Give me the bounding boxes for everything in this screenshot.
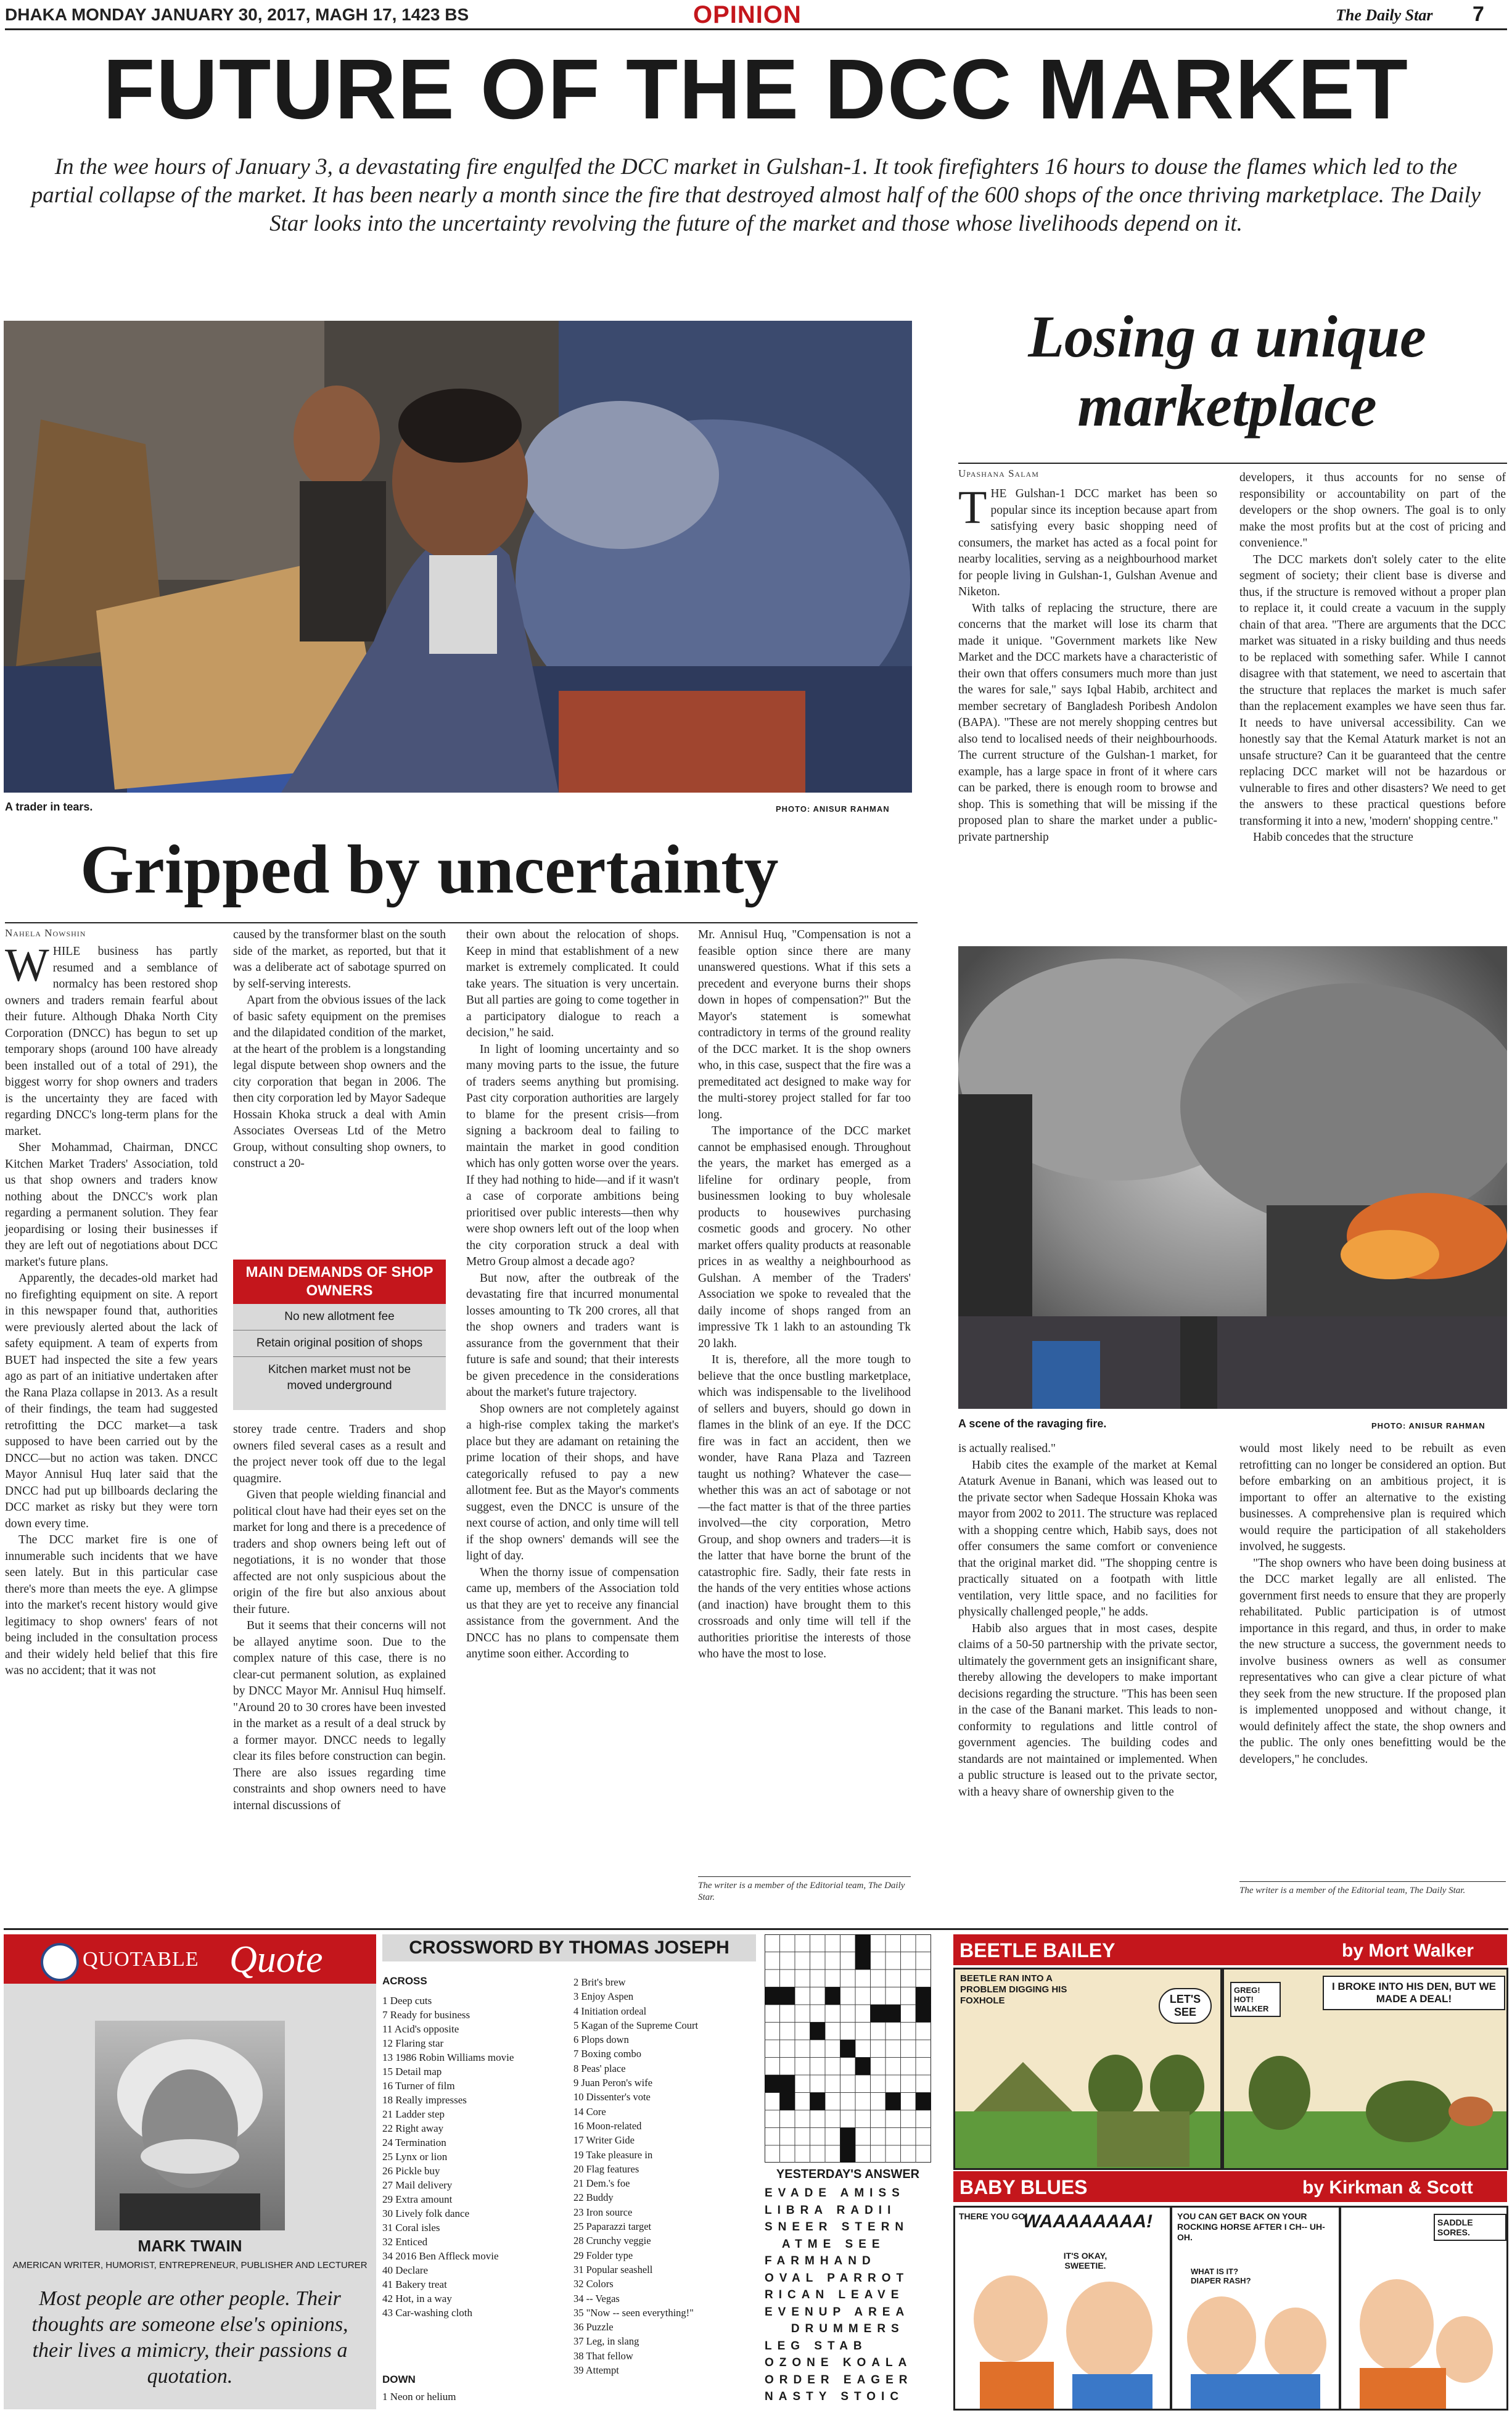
answer-row: RICAN LEAVE (765, 2288, 905, 2301)
article1-col2-p1: caused by the transformer blast on the south side of the market, as reported, but that it was a deliberate act of sabotage spurred on by self-serving interests. (233, 928, 446, 991)
photo1-caption: A trader in tears. (5, 801, 93, 813)
photo2-caption: A scene of the ravaging fire. (958, 1417, 1107, 1430)
across-clue: 1 Deep cuts (382, 1995, 432, 2007)
across-clue: 15 Detail map (382, 2066, 442, 2077)
demands-title: MAIN DEMANDS OF SHOP OWNERS (233, 1260, 446, 1304)
baby-blues-panel-2 (1170, 2206, 1341, 2411)
quote-author-name: MARK TWAIN (138, 2237, 242, 2255)
crossword-grid[interactable] (765, 1934, 931, 2163)
across-clue: 21 Ladder step (382, 2108, 445, 2120)
beetle-panel1-art (955, 1970, 1220, 2168)
article1-col3-p3: But now, after the outbreak of the devastating fire that incurred monumental losses amounting to Tk 200 crores, all that the shop owners and traders want is assurance from the government that their future is safe and sound; that their interests be given precedence in the considerations about the market's future trajectory. (466, 1271, 679, 1399)
answer-row: LEG STAB (765, 2339, 894, 2353)
masthead (5, 1, 1507, 30)
quote-author-description: AMERICAN WRITER, HUMORIST, ENTREPRENEUR, PUBLISHER AND LECTURER (12, 2260, 368, 2271)
main-headline: FUTURE OF THE DCC MARKET (103, 42, 1409, 137)
baby-blues-author: by Kirkman & Scott (1302, 2177, 1473, 2198)
article1-col2-p2: Apart from the obvious issues of the lack of basic safety equipment on the premises and the dilapidated condition of the market, at the heart of the problem is a longstanding legal dispute between shop owners and the city corporation that began in 2006. The then city corporation led by Mayor Sadeque Hossain Khoka struck a deal with Amin Associates Overseas Ltd of the Metro Group, without consulting shop owners, to construct a 20- (233, 994, 446, 1170)
article1-col2b (233, 1422, 446, 1814)
demand-item-1: No new allotment fee (233, 1304, 446, 1330)
article1-col4 (698, 927, 911, 1663)
article2-col2-p1: developers, it thus accounts for no sense of responsibility or accountability on part of the developers or the shop owners. The goal is to only make the most profits but at the cost of pricing and convenience." (1239, 471, 1506, 550)
beetle-title: BEETLE BAILEY (959, 1939, 1116, 1961)
down-clue: 14 Core (573, 2105, 606, 2118)
answer-row: ORDER EAGER (765, 2373, 913, 2386)
article2-headline-line2: marketplace (1077, 373, 1377, 439)
down-clue: 31 Popular seashell (573, 2263, 653, 2275)
beetle-panel-1 (953, 1968, 1222, 2170)
article1-col3-p5: When the thorny issue of compensation came up, members of the Association told us that they are yet to receive any financial assistance from the government. And the DNCC has no plans to compensate them anytime soon either. According to (466, 1565, 679, 1660)
article2-col3-p2: Habib cites the example of the market at Kemal Ataturk Avenue in Banani, which was leased out to the private sector when Sadeque Hossain Khoka was mayor from 2002 to 2011. The structure was replaced with a shopping centre which, Habib says, does not offer consumers the same comfort or convenience that the original market did. "The shopping centre is practically situated on a footpath with little ventilation, very little space, and no facilities for physically challenged people," he adds. (958, 1458, 1217, 1619)
baby-blues-comic (953, 2171, 1507, 2409)
answer-row: EVADE AMISS (765, 2187, 905, 2200)
answer-row: OZONE KOALA (765, 2356, 913, 2369)
article1-col1-p1: WHILE business has partly resumed and a semblance of normalcy has been restored shop owners and traders remain fearful about their future. Although Dhaka North City Corporation (DNCC) has begun to set up temporary shops (around 100 have already been installed out of a total of 291), the biggest worry for shop owners and traders is the uncertainty they are faced with regarding DNCC's long-term plans for the market. (5, 939, 218, 1138)
across-clue: 31 Coral isles (382, 2222, 440, 2234)
article2-col1-p2: With talks of replacing the structure, there are concerns that the market will lose its charm that made it unique. "Government markets like New Market and the DCC markets have a characteristic of their own that offers consumers much more than just the wares for sale," says Iqbal Habib, architect and member secretary of Bangladesh Poribesh Andolon (BAPA). "These are not merely shopping centres but also tend to localised needs of their neighbourhoods. The current structure of the Gulshan-1 market, for example, has a large space in front of it where cars can be parked, there is enough room to browse and shop. This is something that will be missing if the proposed plan to share the market under a public-private partnership (958, 601, 1217, 844)
down-clue: 7 Boxing combo (573, 2048, 641, 2060)
quote-label-big: Quote (229, 1939, 323, 1981)
article1-col1 (5, 939, 218, 1680)
section-label: OPINION (693, 1, 802, 28)
answer-row: LIBRA RADII (765, 2203, 897, 2217)
down-clue: 39 Attempt (573, 2364, 619, 2377)
answer-row: ATME SEE (765, 2237, 894, 2251)
article2-col1-p1: THE Gulshan-1 DCC market has been so popular since its inception because apart from satisfying every basic shopping need of consumers, the market has acted as a focal point for nearby localities, serving as a neighbourhood market for people living in Gulshan-1, Gulshan Avenue and Niketon. (958, 482, 1217, 598)
page-number: 7 (1473, 2, 1484, 26)
demand-item-2: Retain original position of shops (233, 1330, 446, 1357)
article2-col2 (1239, 470, 1506, 846)
baby-blues-header (953, 2171, 1507, 2202)
article2-col3-p3: Habib also argues that in most cases, despite claims of a 50-50 partnership with the private sector, ultimately the government gets an insignificant share, thereby allowing the developers to make important decisions regarding the structure. "This has been seen in the case of the Banani market. This leads to non-conformity to regulations and little control of government agencies. The building codes and standards are not maintained or implemented. When a public structure is leased out to the private sector, with a heavy share of ownership given to the (958, 1622, 1217, 1799)
beetle-bubble-1: BEETLE RAN INTO A PROBLEM DIGGING HIS FOXHOLE (960, 1973, 1067, 2006)
quote-label-small: QUOTABLE (83, 1948, 199, 1971)
crossword-grid-svg[interactable] (765, 1934, 931, 2163)
answer-grid (765, 2185, 931, 2406)
article2-col1 (958, 482, 1217, 846)
answer-row: DRUMMERS (765, 2322, 905, 2335)
down-clue: 10 Dissenter's vote (573, 2091, 651, 2103)
quote-text: Most people are other people. Their thoughts are someone else's opinions, their lives a mimicry, their passions a quotation. (31, 2287, 348, 2388)
down-clue: 16 Moon-related (573, 2119, 642, 2132)
across-clue: 40 Declare (382, 2264, 429, 2276)
article2-col2-p2: The DCC markets don't solely cater to the elite segment of society; their client base is diverse and thus, if the structure is removed without a proper plan to replace it, it could create a vacuum in the supply chain of that area. "There are arguments that the DCC market was situated in a risky building and thus needs to be replaced with something safer. While I cannot disagree with that statement, we need to ascertain that the structure that replaces the market is much safer than the replacement examples we have seen thus far. It needs to have universal accessibility. Can we honestly say that the Kemal Ataturk market is not an unsafe structure? Can it be guaranteed that the centre replacing DCC market will not be hazardous or vulnerable to fires and other disasters? We need to get the answers to these practical questions before transforming it into a new, 'modern' shopping centre." (1239, 553, 1506, 828)
down-clue-first: 1 Neon or helium (382, 2391, 456, 2403)
across-clue: 12 Flaring star (382, 2037, 444, 2049)
article1-col2b-p1: storey trade centre. Traders and shop owners filed several cases as a result and the project never took off due to the legal quagmire. (233, 1423, 446, 1485)
baby-bubble-2: WAAAAAAAA! (1023, 2211, 1152, 2232)
down-clue: 25 Paparazzi target (573, 2221, 652, 2233)
article2-headline (950, 302, 1505, 440)
baby-blues-panel-1 (953, 2206, 1172, 2411)
beetle-header (953, 1934, 1507, 1965)
article2-col3-p1: is actually realised." (958, 1442, 1056, 1455)
across-clue: 16 Turner of film (382, 2080, 455, 2092)
article1-col2a (233, 927, 446, 1173)
down-clue: 2 Brit's brew (573, 1976, 626, 1988)
article2-col4-p1: would most likely need to be rebuilt as even retrofitting can no longer be considered an option. But before embarking on an ambitious project, it is important to offer an alternative to the existing businesses. A comprehensive plan is required which would require the participation of all stakeholders involved, he suggests. (1239, 1442, 1506, 1553)
fire-photo-illustration (958, 946, 1507, 1409)
across-clue: 43 Car-washing cloth (382, 2307, 473, 2319)
baby-panel3-art (1341, 2208, 1506, 2409)
article1-col1-p4: The DCC market fire is one of innumerable such incidents that we have seen lately. But in this particular case there's more than meets the eye. A glimpse into the market's recent history would give legitimacy to shop owners' fears of not being included in the consultation process and their widely held belief that this fire was no accident; that it was not (5, 1533, 218, 1677)
down-clue: 6 Plops down (573, 2034, 629, 2046)
article1-col4-p2: The importance of the DCC market cannot be emphasised enough. Throughout the years, the market has emerged as a lifeline for ordinary people, from businessmen looking to buy wholesale products to housewives purchasing cosmetic goods and grocery. No other market offers quality products at reasonable prices in as wealthy a neighbourhood as Gulshan. A member of the Traders' Association we spoke to revealed that the daily income of shops ranged from an impressive Tk 1 lakh to an astounding Tk 20 lakh. (698, 1124, 911, 1350)
down-clue: 32 Colors (573, 2278, 614, 2290)
across-label: ACROSS (382, 1975, 427, 1987)
article2-footnote: The writer is a member of the Editorial team, The Daily Star. (1239, 1886, 1466, 1895)
dropcap: W (5, 939, 49, 991)
down-clue: 9 Juan Peron's wife (573, 2077, 653, 2089)
answer-row: OVAL PARROT (765, 2271, 910, 2285)
answer-title: YESTERDAY'S ANSWER (776, 2168, 920, 2181)
article1-byline: Nahela Nowshin (5, 927, 86, 939)
across-clue: 13 1986 Robin Williams movie (382, 2052, 514, 2063)
baby-bubble-6: SADDLE SORES. (1434, 2214, 1506, 2241)
trader-photo (4, 321, 912, 793)
photo2-credit: PHOTO: ANISUR RAHMAN (1371, 1421, 1485, 1430)
across-clue: 30 Lively folk dance (382, 2208, 470, 2219)
down-clue: 22 Buddy (573, 2192, 614, 2204)
answer-row: EVENUP AREA (765, 2305, 910, 2319)
quote-header (4, 1934, 376, 1984)
down-clue: 35 "Now -- seen everything!" (573, 2306, 694, 2319)
across-clues (382, 1994, 561, 2320)
across-clue: 42 Hot, in a way (382, 2293, 452, 2304)
article1-top-rule (5, 922, 918, 923)
trader-photo-illustration (4, 321, 912, 793)
down-clue: 20 Flag features (573, 2163, 639, 2175)
article2-col4-p2: "The shop owners who have been doing business at the DCC market legally are all enlisted. The government first needs to ensure that they are properly rehabilitated. Public participation is of utmost importance in this regard, and thus, in order to make the new structure a success, the government needs to involve business owners as well as consumer representatives who can give a clear picture of what they seek from the new structure. If the proposed plan is implemented unopposed and without change, it would definitely affect the state, the shop owners and the public. The only ones benefitting would be the developers," he concludes. (1239, 1556, 1506, 1766)
down-clue: 28 Crunchy veggie (573, 2235, 651, 2247)
demands-box (233, 1260, 446, 1410)
baby-blues-title: BABY BLUES (959, 2176, 1088, 2198)
article2-col4 (1239, 1441, 1506, 1768)
baby-blues-panel-3 (1339, 2206, 1508, 2411)
crossword-panel (382, 1934, 756, 2409)
article1-footnote: The writer is a member of the Editorial team, The Daily Star. (698, 1881, 905, 1902)
crossword-title: CROSSWORD BY THOMAS JOSEPH (382, 1934, 756, 1961)
across-clue: 22 Right away (382, 2122, 444, 2134)
across-clue: 25 Lynx or lion (382, 2151, 448, 2163)
article2-footnote-rule (1239, 1881, 1506, 1882)
down-clue: 29 Folder type (573, 2249, 633, 2261)
across-clue: 32 Enticed (382, 2236, 428, 2248)
bottom-strip-rule (4, 1928, 1508, 1930)
down-clue: 4 Initiation ordeal (573, 2005, 647, 2017)
down-clue: 17 Writer Gide (573, 2134, 635, 2147)
across-clue: 41 Bakery treat (382, 2279, 447, 2290)
article1-footnote-rule (698, 1876, 911, 1877)
quote-panel (4, 1934, 376, 2409)
down-clue: 21 Dem.'s foe (573, 2177, 630, 2190)
answer-row: FARMHAND (765, 2254, 903, 2267)
dateline: DHAKA MONDAY JANUARY 30, 2017, MAGH 17, 1423 BS (5, 5, 469, 24)
down-clue: 38 That fellow (573, 2349, 633, 2362)
beetle-bubble-4: I BROKE INTO HIS DEN, BUT WE MADE A DEAL! (1323, 1976, 1505, 2010)
article2-top-rule (958, 463, 1507, 464)
across-clue: 24 Termination (382, 2137, 446, 2148)
quote-logo-icon (41, 1943, 79, 1981)
beetle-bailey-comic (953, 1934, 1507, 2169)
masthead-rule (5, 28, 1507, 30)
beetle-panel-2 (1222, 1968, 1508, 2170)
article2-col2-p3: Habib concedes that the structure (1253, 831, 1413, 844)
baby-bubble-4: YOU CAN GET BACK ON YOUR ROCKING HORSE AFTER I CH-- UH-OH. (1177, 2211, 1325, 2242)
article1-headline: Gripped by uncertainty (80, 831, 779, 908)
answer-row: NASTY STOIC (765, 2390, 905, 2403)
article1-col3 (466, 927, 679, 1663)
across-clue: 29 Extra amount (382, 2193, 453, 2205)
down-clue: 23 Iron source (573, 2206, 633, 2218)
article1-col3-p1: their own about the relocation of shops. Keep in mind that establishment of a new market is extremely complicated. It could take years. The situation is very uncertain. But all parties are going to come together in a participatory dialogue to reach a decision," he said. (466, 928, 679, 1039)
photo1-credit: PHOTO: ANISUR RAHMAN (776, 804, 890, 814)
down-clue: 3 Enjoy Aspen (573, 1990, 634, 2003)
article2-byline: Upashana Salam (958, 468, 1039, 479)
down-label: DOWN (382, 2374, 416, 2385)
baby-bubble-3: IT'S OKAY, SWEETIE. (1063, 2251, 1107, 2271)
down-clue: 37 Leg, in slang (573, 2335, 639, 2348)
beetle-author: by Mort Walker (1342, 1941, 1474, 1961)
down-clue: 34 -- Vegas (573, 2292, 620, 2304)
beetle-bubble-2: LET'S SEE (1159, 1988, 1212, 2024)
article1-col2b-p2: Given that people wielding financial and political clout have had their eyes set on the market for long and there is a precedence of traders and shop owners being left out of negotiations, it is no wonder that those affected are not only suspicious about the origin of the fire but also anxious about their future. (233, 1488, 446, 1616)
article1-col2b-p3: But it seems that their concerns will not be allayed anytime soon. Due to the complex nature of this case, there is no clear-cut permanent solution, as explained by DNCC Mayor Mr. Annisul Huq himself. "Around 20 to 30 crores have been invested in the market as a result of a deal struck by a former mayor. DNCC needs to legally clear its files before construction can begin. There are also issues regarding time constraints and shop owners need to have internal discussions of (233, 1619, 446, 1812)
down-clues (573, 1975, 758, 2377)
mark-twain-portrait (95, 2021, 285, 2230)
baby-bubble-5: WHAT IS IT? DIAPER RASH? (1191, 2267, 1251, 2285)
answer-row: SNEER STERN (765, 2221, 910, 2234)
across-clue: 26 Pickle buy (382, 2165, 440, 2177)
baby-bubble-1: THERE YOU GO! (959, 2211, 1028, 2221)
article2-headline-line1: Losing a unique (1028, 303, 1426, 369)
down-clue: 5 Kagan of the Supreme Court (573, 2019, 699, 2031)
article1-col4-p3: It is, therefore, all the more tough to believe that the once bustling marketplace, which was indispensable to the livelihood of sellers and buyers, should go down in flames in the blink of an eye. If the DCC fire was in fact an accident, then we wonder, have Rana Plaza and Tazreen taught us nothing? Whatever the case—whether this was an act of sabotage or not—the fact matter is that of the three parties involved—the city corporation, Metro Group, and shop owners and traders—it is the latter that have borne the brunt of the catastrophic fire. Sadly, their fate rests in the hands of the very entities whose actions (and inaction) have brought them to this crossroads and only time will tell if the authorities prioritise the interests of those who have the most to lose. (698, 1353, 911, 1660)
standfirst: In the wee hours of January 3, a devastating fire engulfed the DCC market in Gulshan-1. It took firefighters 16 hours to douse the flames which led to the partial collapse of the market. It has been nearly a month since the fire that destroyed almost half of the 600 shops of the once thriving marketplace. The Daily Star looks into the uncertainty revolving the future of the market and those whose livelihoods depend on it. (31, 154, 1481, 236)
article1-col3-p4: Shop owners are not completely against a high-rise complex taking the market's place but they are adamant on retaining the prime location of their shops, and have categorically refused to pay a new allotment fee. But as the Mayor's comments suggest, even the DNCC is unsure of the next course of action, and only time will tell if the shop owners' demands will see the light of day. (466, 1402, 679, 1562)
article1-col3-p2: In light of looming uncertainty and so many moving parts to the issue, the future of traders seems anything but promising. Past city corporation authorities are largely to blame for the present crisis—from signing a backroom deal to failing to maintain the market in good condition which has only gotten worse over the years. If they had nothing to hide—and if it wasn't a case of corporate ambitions being prioritised over public interests—then why were shop owners left out of the loop when the city corporation struck a deal with Metro Group almost a decade ago? (466, 1042, 679, 1268)
dropcap: T (958, 482, 987, 534)
baby-panel1-art (955, 2208, 1170, 2409)
down-clue: 36 Puzzle (573, 2321, 614, 2333)
article1-col1-p3: Apparently, the decades-old market had no firefighting equipment on site. A report in this newspaper found that, authorities were previously alerted about the lack of safety equipment. A team of experts from BUET had inspected the site a few years ago as part of an initiative undertaken after the Rana Plaza collapse in 2013. As a result of their findings, the team had suggested retrofitting the DCC market—a task supposed to have been carried out by the DNCC—but no action was taken. DNCC Mayor Annisul Huq later said that the DNCC had put up billboards declaring the DCC market as risky but they were torn down every time. (5, 1272, 218, 1530)
portrait-illustration (95, 2021, 285, 2230)
across-clue: 7 Ready for business (382, 2009, 470, 2021)
beetle-bubble-3: GREG! HOT! WALKER (1230, 1982, 1281, 2017)
down-clue: 19 Take pleasure in (573, 2148, 653, 2161)
baby-panel2-art (1172, 2208, 1339, 2409)
across-clue: 27 Mail delivery (382, 2179, 453, 2191)
fire-photo (958, 946, 1507, 1409)
article1-col4-p1: Mr. Annisul Huq, "Compensation is not a feasible option since there are many unanswered questions. What if this sets a precedent and everyone burns their shops down in hopes of compensation?" But the Mayor's statement is somewhat contradictory in terms of the ground reality of the DCC market. It is the shop owners who, in this case, suspect that the fire was a premeditated act designed to make way for the multi-storey project stalled for far too long. (698, 928, 911, 1121)
down-clue: 8 Peas' place (573, 2062, 626, 2074)
article2-col3 (958, 1441, 1217, 1800)
beetle-panel2-art (1224, 1970, 1506, 2168)
paper-logo: The Daily Star (1336, 6, 1433, 24)
article1-col1-p2: Sher Mohammad, Chairman, DNCC Kitchen Market Traders' Association, told us that shop owners and traders know nothing about the DNCC's work plan regarding a permanent solution. They fear jeopardising or losing their businesses if they are left out of negotiations about DCC market's future plans. (5, 1141, 218, 1269)
demand-item-3: Kitchen market must not be moved underground (268, 1363, 411, 1392)
across-clue: 11 Acid's opposite (382, 2023, 459, 2035)
across-clue: 18 Really impresses (382, 2094, 467, 2106)
across-clue: 34 2016 Ben Affleck movie (382, 2250, 499, 2262)
